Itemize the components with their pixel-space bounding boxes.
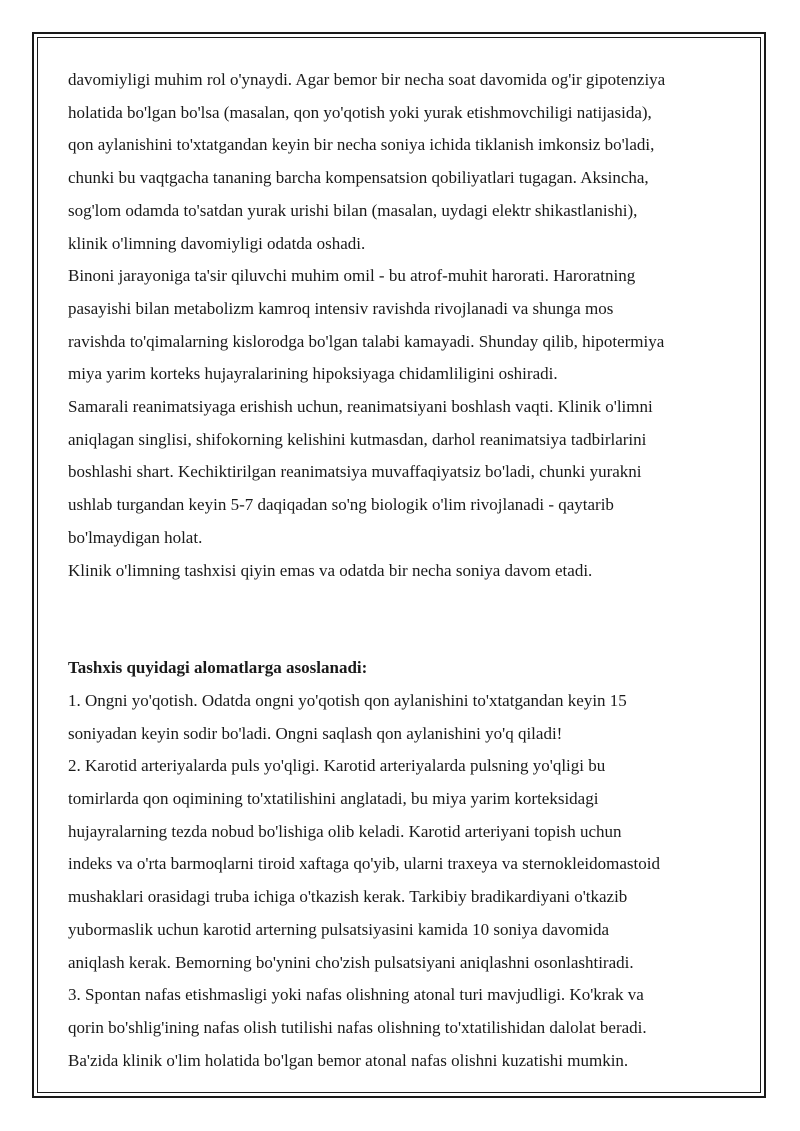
section-spacer <box>68 587 748 652</box>
text-line: aniqlagan singlisi, shifokorning kelishini kutmasdan, darhol reanimatsiya tadbirlarini <box>68 429 647 449</box>
text-line: 3. Spontan nafas etishmasligi yoki nafas olishning atonal turi mavjudligi. Ko'krak va <box>68 985 644 1005</box>
text-line: ravishda to'qimalarning kislorodga bo'lgan talabi kamayadi. Shunday qilib, hipotermiya <box>68 331 665 351</box>
text-line: tomirlarda qon oqimining to'xtatilishini anglatadi, bu miya yarim korteksidagi <box>68 789 599 809</box>
text-line: pasayishi bilan metabolizm kamroq intensiv ravishda rivojlanadi va shunga mos <box>68 298 614 318</box>
text-line: ushlab turgandan keyin 5-7 daqiqadan so'ng biologik o'lim rivojlanadi - qaytarib <box>68 495 614 515</box>
section-heading: Tashxis quyidagi alomatlarga asoslanadi: <box>68 658 368 678</box>
text-line: bo'lmaydigan holat. <box>68 527 203 547</box>
text-line: sog'lom odamda to'satdan yurak urishi bilan (masalan, uydagi elektr shikastlanishi), <box>68 200 638 220</box>
text-line: miya yarim korteks hujayralarining hipoksiyaga chidamliligini oshiradi. <box>68 364 558 384</box>
text-line: qon aylanishini to'xtatgandan keyin bir necha soniya ichida tiklanish imkonsiz bo'ladi, <box>68 135 655 155</box>
text-line: yubormaslik uchun karotid arterning pulsatsiyasini kamida 10 soniya davomida <box>68 919 610 939</box>
text-line: Ba'zida klinik o'lim holatida bo'lgan bemor atonal nafas olishni kuzatishi mumkin. <box>68 1050 629 1070</box>
text-line: Binoni jarayoniga ta'sir qiluvchi muhim omil - bu atrof-muhit harorati. Haroratning <box>68 266 636 286</box>
text-line: qorin bo'shlig'ining nafas olish tutilishi nafas olishning to'xtatilishidan dalolat beradi. <box>68 1017 647 1037</box>
text-line: davomiyligi muhim rol o'ynaydi. Agar bemor bir necha soat davomida og'ir gipotenziya <box>68 70 666 89</box>
text-line: klinik o'limning davomiyligi odatda oshadi. <box>68 233 366 253</box>
text-line: hujayralarning tezda nobud bo'lishiga olib keladi. Karotid arteriyani topish uchun <box>68 821 622 841</box>
text-line: boshlashi shart. Kechiktirilgan reanimatsiya muvaffaqiyatsiz bo'ladi, chunki yurakni <box>68 462 642 482</box>
text-line: Samarali reanimatsiyaga erishish uchun, reanimatsiyani boshlash vaqti. Klinik o'limni <box>68 397 653 417</box>
text-line: 2. Karotid arteriyalarda puls yo'qligi. Karotid arteriyalarda pulsning yo'qligi bu <box>68 756 606 776</box>
document-body <box>68 64 748 1077</box>
text-line: 1. Ongni yo'qotish. Odatda ongni yo'qotish qon aylanishini to'xtatgandan keyin 15 <box>68 690 627 710</box>
text-line: soniyadan keyin sodir bo'ladi. Ongni saqlash qon aylanishini yo'q qiladi! <box>68 723 563 743</box>
text-line: Klinik o'limning tashxisi qiyin emas va odatda bir necha soniya davom etadi. <box>68 560 593 580</box>
text-line: chunki bu vaqtgacha tananing barcha kompensatsion qobiliyatlari tugagan. Aksincha, <box>68 168 649 188</box>
text-line: aniqlash kerak. Bemorning bo'ynini cho'zish pulsatsiyani aniqlashni osonlashtiradi. <box>68 952 634 972</box>
text-line: mushaklari orasidagi truba ichiga o'tkazish kerak. Tarkibiy bradikardiyani o'tkazib <box>68 887 628 907</box>
text-line: indeks va o'rta barmoqlarni tiroid xaftaga qo'yib, ularni traxeya va sternokleidomastoid <box>68 854 660 874</box>
text-line: holatida bo'lgan bo'lsa (masalan, qon yo'qotish yoki yurak etishmovchiligi natijasida), <box>68 102 652 122</box>
